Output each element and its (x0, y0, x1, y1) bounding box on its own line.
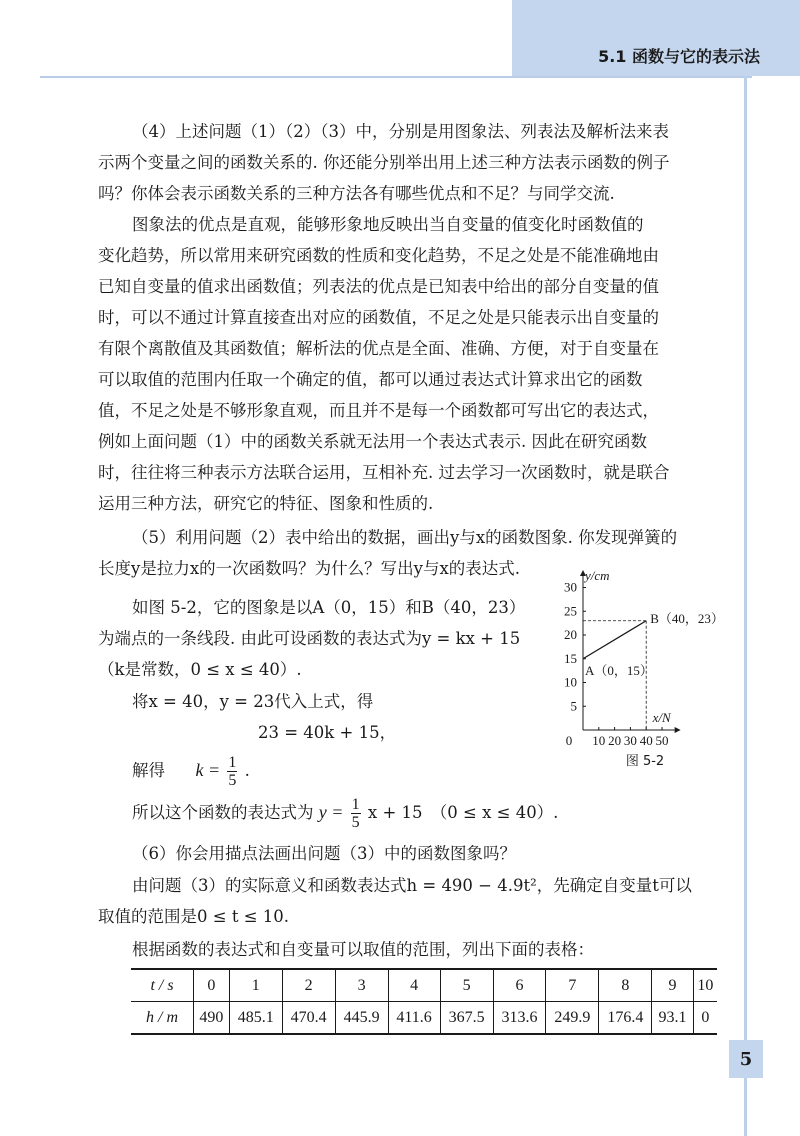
para-line-9: 可以取值的范围内任取一个确定的值，都可以通过表达式计算求出它的函数 (98, 370, 643, 389)
equation-line: 23 = 40k + 15， (258, 723, 397, 742)
function-segment (583, 621, 646, 659)
y-equals: y = (318, 802, 344, 822)
para-line-15: 长度y是拉力x的一次函数吗？为什么？写出y与x的表达式. (98, 559, 520, 578)
para-line-12: 时，往往将三种表示方法联合运用，互相补充. 过去学习一次函数时，就是联合 (98, 463, 670, 482)
page-number: 5 (729, 1040, 763, 1078)
fraction-numerator: 1 (351, 796, 360, 813)
y-tick-label: 30 (564, 579, 577, 595)
k-equals: k = (195, 760, 221, 780)
point-a-label: A（0，15） (585, 662, 653, 678)
figure-5-2-chart (553, 568, 724, 748)
table-cell: 0 (194, 969, 230, 1002)
table-cell: 445.9 (335, 1002, 388, 1035)
table-cell: 93.1 (652, 1002, 693, 1035)
table-cell: 8 (599, 969, 652, 1002)
table-cell: 490 (194, 1002, 230, 1035)
x-tick-label: 20 (608, 733, 622, 748)
table-cell: 176.4 (599, 1002, 652, 1035)
x-tick-label: 10 (592, 733, 606, 748)
table-cell: 7 (546, 969, 599, 1002)
table-cell: 4 (388, 969, 440, 1002)
table-cell: 9 (652, 969, 693, 1002)
section-title: 5.1 函数与它的表示法 (598, 47, 760, 66)
table-cell: 411.6 (388, 1002, 440, 1035)
para-line-13: 运用三种方法，研究它的特征、图象和性质的. (98, 494, 434, 513)
table-cell: 2 (282, 969, 335, 1002)
para-line-10: 值，不足之处是不够形象直观，而且并不是每一个函数都可写出它的表达式， (98, 401, 659, 420)
table-cell: 485.1 (229, 1002, 282, 1035)
para-line-18: （k是常数，0 ≤ x ≤ 40）. (98, 660, 302, 679)
x-axis-arrow (675, 727, 681, 733)
para-line-7: 时，可以不通过计算直接查出对应的函数值，不足之处是只能表示出自变量的 (98, 308, 659, 327)
result-line (132, 796, 558, 831)
x-tick-label: 30 (623, 733, 637, 748)
para-line-16: 如图 5-2，它的图象是以A（0，15）和B（40，23） (132, 598, 526, 617)
y-tick-label: 5 (570, 698, 577, 714)
point-b-label: B（40，23） (650, 610, 724, 626)
table-cell: 367.5 (440, 1002, 493, 1035)
para-line-1: （4）上述问题（1）（2）（3）中，分别是用图象法、列表法及解析法来表 (132, 122, 669, 141)
side-rule (744, 76, 747, 1136)
y-axis-label: y/cm (585, 568, 610, 583)
para-line-5: 变化趋势，所以常用来研究函数的性质和变化趋势，不足之处是不能准确地由 (98, 246, 659, 265)
para-line-23: （6）你会用描点法画出问题（3）中的函数图象吗？ (132, 844, 516, 863)
table-cell: 470.4 (282, 1002, 335, 1035)
figure-caption: 图 5-2 (625, 754, 665, 769)
table-cell: 3 (335, 969, 388, 1002)
x-tick-label: 50 (655, 733, 669, 748)
table-cell: 313.6 (493, 1002, 546, 1035)
table-cell: 0 (693, 1002, 717, 1035)
x-tick-label: 0 (565, 733, 573, 748)
y-tick-label: 15 (564, 650, 577, 666)
para-line-2: 示两个变量之间的函数关系的. 你还能分别举出用上述三种方法表示函数的例子 (98, 153, 670, 172)
table-cell: 10 (693, 969, 717, 1002)
fraction-denominator: 5 (351, 814, 360, 831)
result-rest: x + 15 （0 ≤ x ≤ 40）. (367, 803, 559, 822)
para-line-6: 已知自变量的值求出函数值；列表法的优点是已知表中给出的部分自变量的值 (98, 277, 659, 296)
solve-period: . (244, 761, 250, 780)
fraction-denominator: 5 (228, 772, 237, 789)
para-line-25: 取值的范围是0 ≤ t ≤ 10. (98, 907, 289, 926)
y-tick-label: 10 (564, 674, 577, 690)
table-cell: 5 (440, 969, 493, 1002)
x-tick-label: 40 (639, 733, 653, 748)
x-axis-label: x/N (652, 710, 671, 725)
para-line-19: 将x = 40，y = 23代入上式，得 (132, 692, 374, 711)
table-cell: 1 (229, 969, 282, 1002)
para-line-4: 图象法的优点是直观，能够形象地反映出当自变量的值变化时函数值的 (132, 215, 644, 234)
result-label: 所以这个函数的表达式为 (132, 803, 314, 822)
fraction-k (227, 754, 237, 789)
solve-label: 解得 (132, 761, 165, 780)
para-line-11: 例如上面问题（1）中的函数关系就无法用一个表达式表示. 因此在研究函数 (98, 432, 647, 451)
header-rule (40, 76, 752, 78)
para-line-24: 由问题（3）的实际意义和函数表达式h = 490 − 4.9t²，先确定自变量t可以 (132, 876, 692, 895)
para-line-3: 吗？你体会表示函数关系的三种方法各有哪些优点和不足？与同学交流. (98, 184, 615, 203)
table-cell: 6 (493, 969, 546, 1002)
data-table (131, 968, 717, 1035)
y-tick-label: 25 (564, 603, 577, 619)
table-row (131, 1002, 717, 1035)
table-row (131, 969, 717, 1002)
fraction-slope (351, 796, 361, 831)
para-line-17: 为端点的一条线段. 由此可设函数的表达式为y = kx + 15 (98, 629, 521, 648)
para-line-8: 有限个离散值及其函数值；解析法的优点是全面、准确、方便，对于自变量在 (98, 339, 659, 358)
table-header-h: h / m (131, 1002, 194, 1035)
fraction-numerator: 1 (228, 754, 237, 771)
table-header-t: t / s (131, 969, 194, 1002)
para-line-14: （5）利用问题（2）表中给出的数据，画出y与x的函数图象. 你发现弹簧的 (132, 528, 678, 547)
y-tick-label: 20 (564, 627, 577, 642)
para-line-26: 根据函数的表达式和自变量可以取值的范围，列出下面的表格： (132, 940, 594, 959)
solve-line (132, 754, 250, 789)
table-cell: 249.9 (546, 1002, 599, 1035)
